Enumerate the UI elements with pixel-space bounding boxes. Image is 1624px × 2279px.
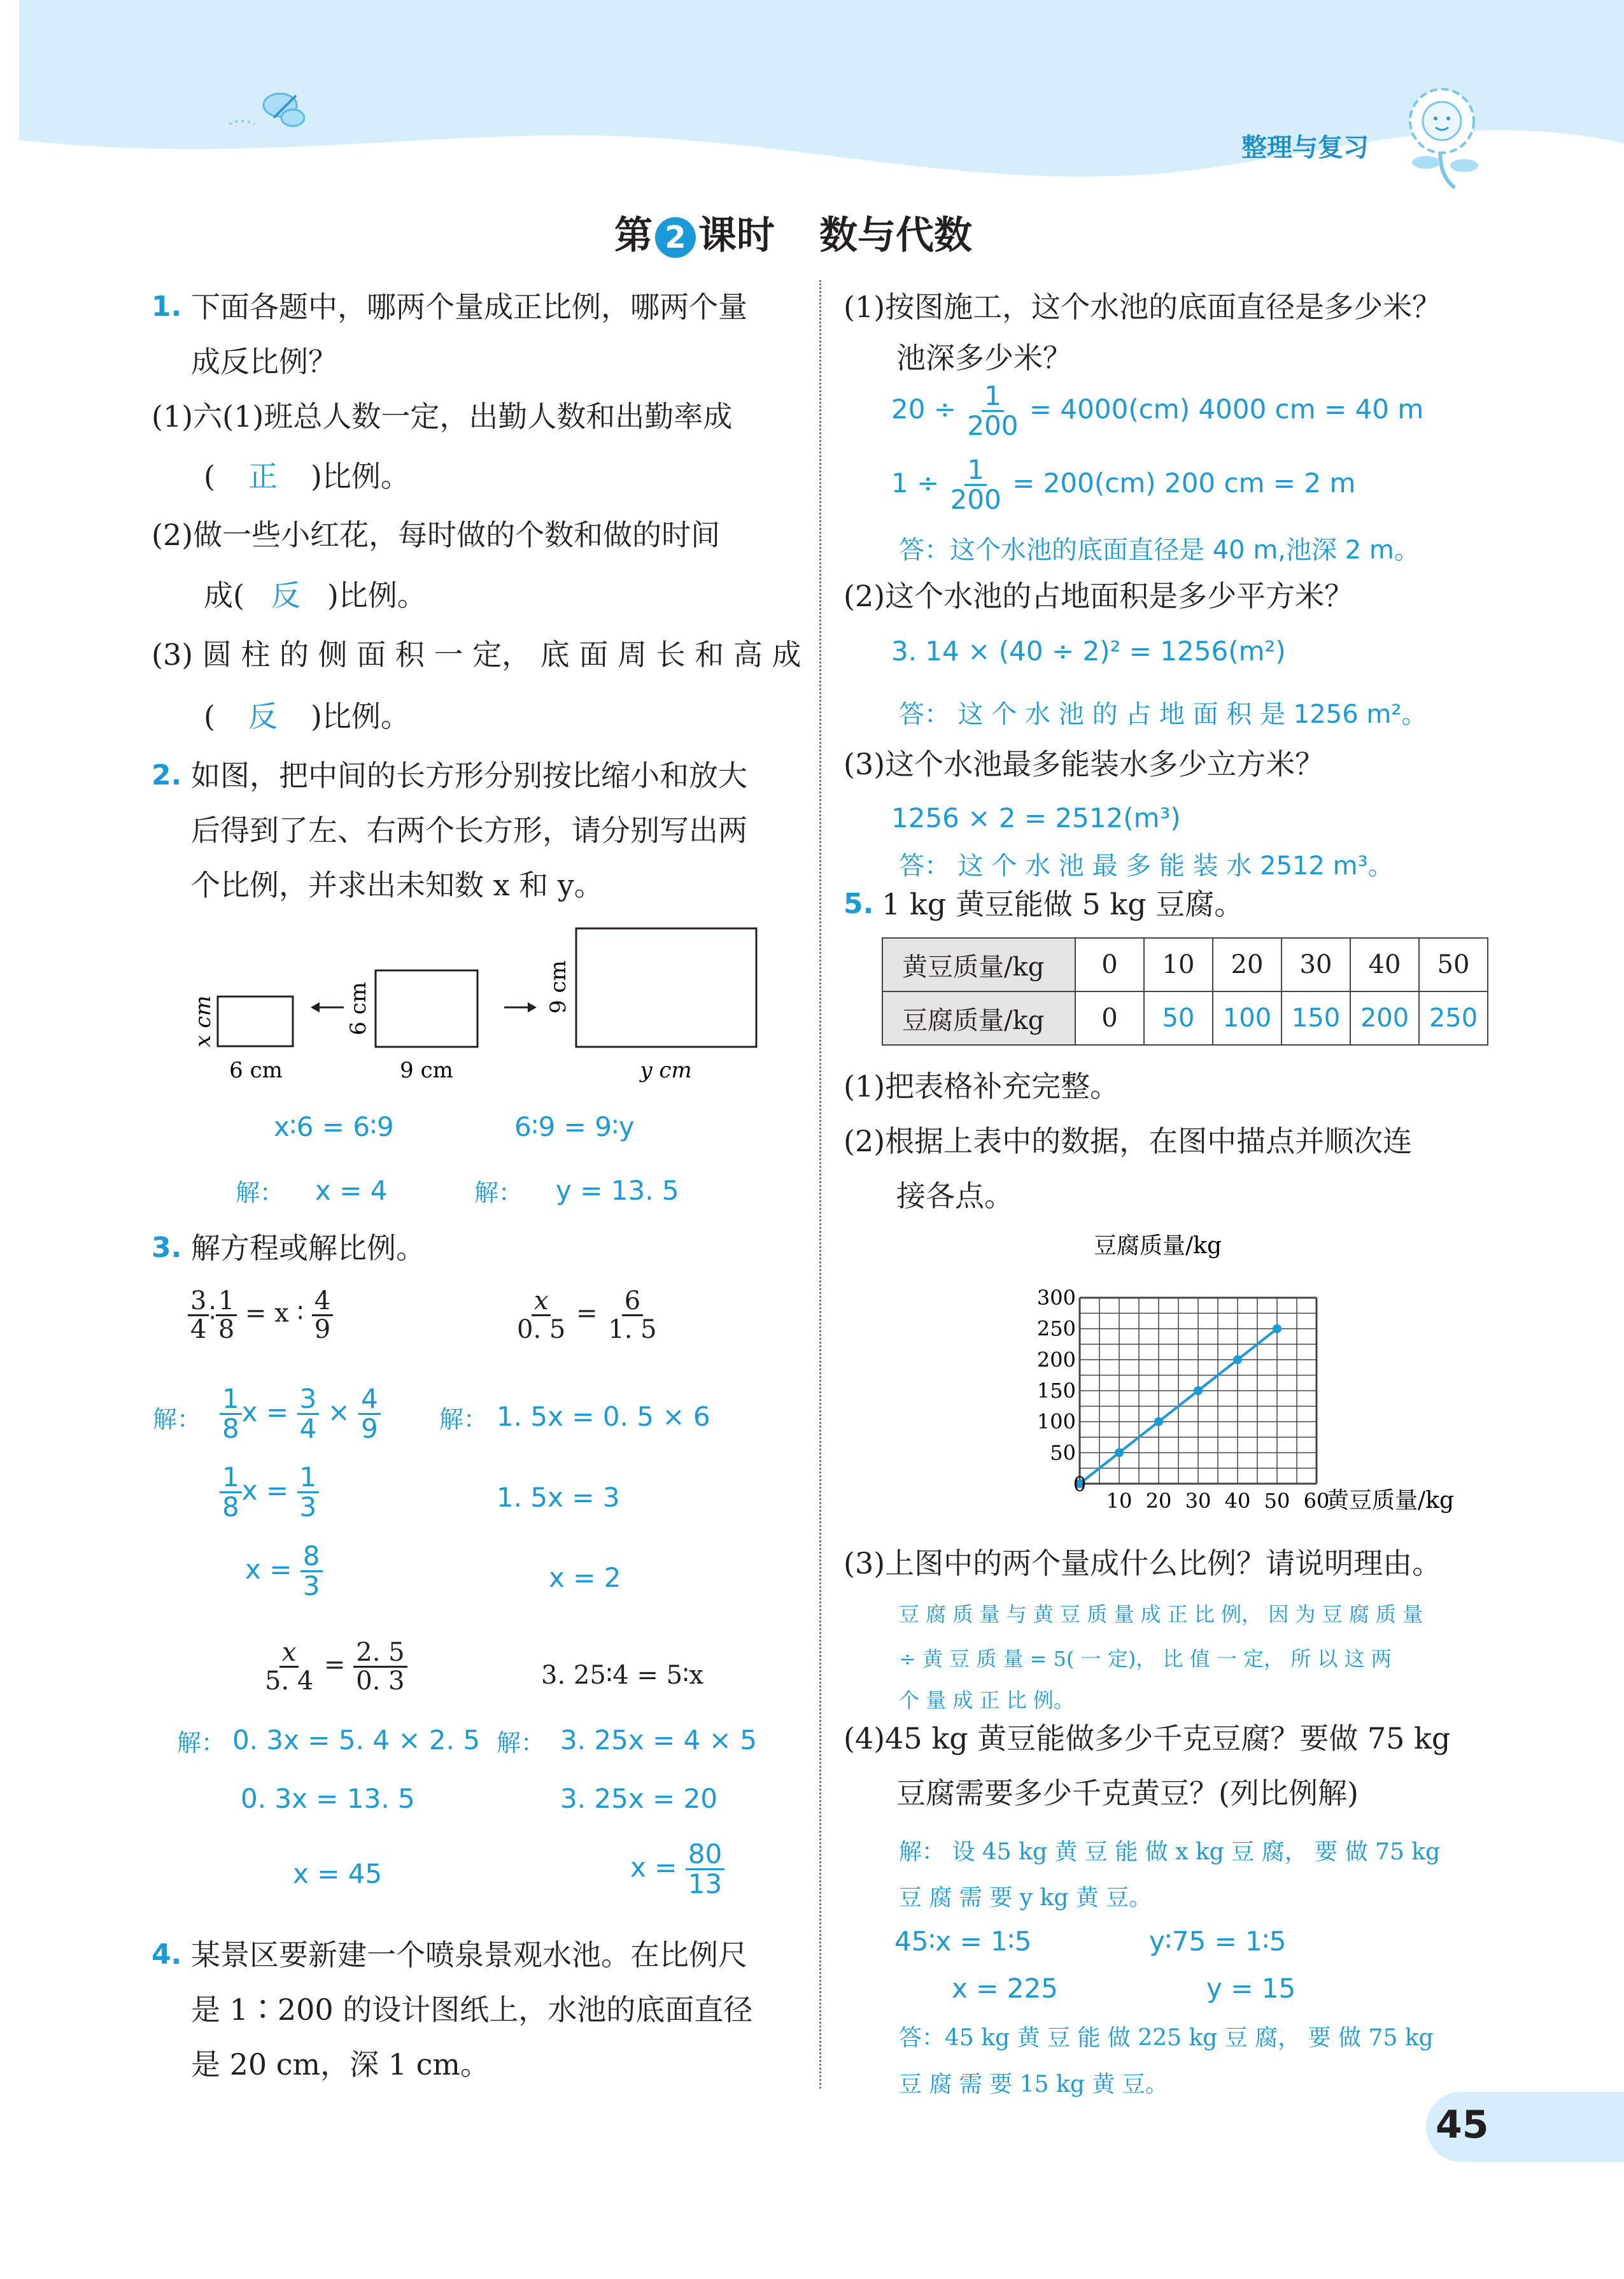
x-tick-label: 30 — [1185, 1489, 1211, 1513]
arrow-right-icon — [504, 1002, 537, 1012]
origin-label: 0 — [1073, 1472, 1087, 1496]
answer-proportion: 6∶9 = 9∶y — [514, 1111, 635, 1142]
problem-3-number: 3. — [152, 1232, 182, 1264]
problem-4-stem: 某景区要新建一个喷泉景观水池。在比例尺 — [191, 1938, 747, 1972]
solution-label: 解： — [474, 1179, 523, 1207]
arrow-left-icon — [311, 1002, 344, 1012]
section-label: 整理与复习 — [1241, 133, 1369, 162]
problem-5-question-3: (3)上图中的两个量成什么比例？请说明理由。 — [844, 1546, 1442, 1580]
solution-2-step2: 1. 5x = 3 — [497, 1482, 620, 1513]
solution-label: 解： — [153, 1405, 202, 1433]
answer-proportion: x∶6 = 6∶9 — [274, 1111, 394, 1142]
tofu-chart — [1019, 1223, 1502, 1528]
problem-5-question-2: 接各点。 — [896, 1179, 1013, 1213]
problem-4-number: 4. — [152, 1938, 182, 1971]
table-cell: 0 — [1075, 938, 1144, 991]
equation-2: $\frac{x}{0. 5}$ = $\frac{6}{1. 5}$ — [517, 1286, 657, 1344]
problem-4-stem: 是 1∶200 的设计图纸上，水池的底面直径 — [191, 1992, 753, 2027]
problem-1-item: 成( 反 )比例。 — [204, 576, 427, 614]
page-number: 45 — [1436, 2103, 1489, 2147]
y-tick-label: 50 — [1050, 1440, 1076, 1465]
middle-rectangle — [376, 970, 477, 1047]
solution-label: 解： — [439, 1405, 488, 1433]
solution-3-result: x = 45 — [293, 1858, 383, 1889]
table-cell: 0 — [1075, 991, 1144, 1045]
table-header: 黄豆质量/kg — [882, 938, 1075, 991]
problem-5-answer-3: ÷ 黄 豆 质 量 = 5( 一 定)， 比 值 一 定， 所 以 这 两 — [899, 1647, 1392, 1671]
x-axis-label: 黄豆质量/kg — [1326, 1487, 1454, 1514]
label-6cm-width: 6 cm — [229, 1058, 283, 1083]
header-banner — [0, 0, 1624, 191]
problem-2-stem: 个比例，并求出未知数 x 和 y。 — [191, 868, 604, 902]
problem-2-stem: 如图，把中间的长方形分别按比缩小和放大 — [191, 758, 747, 793]
problem-5-stem: 1 kg 黄豆能做 5 kg 豆腐。 — [882, 887, 1244, 921]
problem-5-question-4: 豆腐需要多少千克黄豆？(列比例解) — [896, 1776, 1359, 1810]
page-title: 第 2 课时 数与代数 — [614, 213, 972, 258]
data-point — [1273, 1324, 1282, 1333]
x-tick-label: 40 — [1224, 1489, 1251, 1513]
problem-2-stem: 后得到了左、右两个长方形，请分别写出两 — [191, 813, 747, 848]
x-tick-label: 60 — [1303, 1489, 1330, 1513]
solution-label: 解： — [177, 1729, 226, 1757]
table-answer-cell: 50 — [1144, 991, 1213, 1045]
problem-1-stem: 下面各题中，哪两个量成正比例，哪两个量 — [191, 290, 747, 324]
problem-5-answer-3: 个 量 成 正 比 例。 — [899, 1688, 1074, 1712]
solution-label: 解： — [236, 1179, 285, 1207]
solution-3-step1: 0. 3x = 5. 4 × 2. 5 — [232, 1724, 481, 1756]
rectangles-figure — [185, 917, 789, 1102]
solution-4-step2: 3. 25x = 20 — [560, 1783, 718, 1814]
table-answer-cell: 250 — [1419, 991, 1488, 1045]
problem-1-item: ( 反 )比例。 — [204, 697, 410, 735]
equation-1: $\frac{3}{4}$ ∶ $\frac{1}{8}$ = x ∶ $\frac{4}{9}$ — [188, 1288, 333, 1343]
problem-5-answer-4: y = 15 — [1206, 1973, 1296, 2004]
solution-2-step1: 1. 5x = 0. 5 × 6 — [497, 1401, 710, 1432]
table-answer-cell: 100 — [1213, 991, 1282, 1045]
table-cell: 30 — [1282, 938, 1350, 991]
answer-blank: 反 — [248, 699, 278, 734]
problem-5-question-4: (4)45 kg 黄豆能做多少千克豆腐？要做 75 kg — [844, 1721, 1451, 1756]
sunflower-icon — [1410, 89, 1478, 188]
problem-4-answer-2b: 答： 这 个 水 池 的 占 地 面 积 是 1256 m²。 — [899, 700, 1427, 729]
data-point — [1194, 1386, 1203, 1395]
problem-5-answer-4: 解： 设 45 kg 黄 豆 能 做 x kg 豆 腐， 要 做 75 kg — [899, 1839, 1441, 1865]
problem-5-number: 5. — [844, 888, 874, 920]
column-divider — [819, 280, 821, 2089]
problem-5-answer-4: y∶75 = 1∶5 — [1149, 1926, 1287, 1957]
problem-5-answer-4: 豆 腐 需 要 y kg 黄 豆。 — [899, 1885, 1152, 1911]
answer-x: x = 4 — [315, 1175, 388, 1206]
problem-4-question-1: 池深多少米？ — [896, 341, 1072, 375]
solution-4-result: x = $\frac{80}{13}$ — [630, 1840, 724, 1898]
problem-4-answer-1c: 答：这个水池的底面直径是 40 m,池深 2 m。 — [899, 536, 1420, 565]
data-point — [1233, 1355, 1242, 1364]
data-point — [1154, 1417, 1163, 1426]
large-rectangle — [576, 928, 756, 1047]
solution-4-step1: 3. 25x = 4 × 5 — [560, 1724, 757, 1756]
lesson-number-badge: 2 — [655, 217, 696, 258]
problem-4-stem: 是 20 cm，深 1 cm。 — [191, 2047, 490, 2082]
problem-5-question-2: (2)根据上表中的数据，在图中描点并顺次连 — [844, 1124, 1413, 1158]
problem-4-answer-3a: 1256 × 2 = 2512(m³) — [891, 802, 1181, 834]
solution-label: 解： — [497, 1729, 546, 1757]
problem-4-question-1: (1)按图施工，这个水池的底面直径是多少米？ — [844, 290, 1442, 324]
problem-5-answer-4: 45∶x = 1∶5 — [894, 1926, 1032, 1957]
table-cell: 50 — [1419, 938, 1488, 991]
solution-1-result: x = $\frac{8}{3}$ — [245, 1542, 323, 1600]
problem-5-question-1: (1)把表格补充完整。 — [844, 1069, 1120, 1104]
label-y-width: y cm — [640, 1058, 692, 1083]
problem-1-stem: 成反比例？ — [191, 344, 337, 379]
y-tick-label: 100 — [1036, 1409, 1076, 1434]
small-rectangle — [218, 997, 293, 1046]
problem-5-answer-4: 答：45 kg 黄 豆 能 做 225 kg 豆 腐， 要 做 75 kg — [899, 2025, 1434, 2051]
y-tick-label: 150 — [1036, 1379, 1076, 1403]
problem-1-item: (3) 圆 柱 的 侧 面 积 一 定， 底 面 周 长 和 高 成 — [152, 637, 801, 672]
problem-4-answer-2a: 3. 14 × (40 ÷ 2)² = 1256(m²) — [891, 635, 1286, 667]
problem-4-answer-1b: 1 ÷ $\frac{1}{200}$ = 200(cm) 200 cm = 2 m — [891, 454, 1356, 516]
problem-1-item: (1)六(1)班总人数一定，出勤人数和出勤率成 — [152, 399, 733, 434]
label-x-height: x cm — [190, 995, 216, 1047]
x-tick-label: 20 — [1145, 1489, 1172, 1513]
y-tick-label: 250 — [1036, 1316, 1076, 1341]
problem-4-answer-1a: 20 ÷ $\frac{1}{200}$ = 4000(cm) 4000 cm = 40 m — [891, 380, 1424, 442]
y-tick-label: 300 — [1036, 1286, 1076, 1310]
table-header: 豆腐质量/kg — [882, 991, 1075, 1045]
answer-blank: 反 — [271, 578, 300, 613]
problem-1-item: (2)做一些小红花，每时做的个数和做的时间 — [152, 518, 721, 552]
label-9cm-height: 9 cm — [546, 960, 571, 1014]
solution-1-step2: $\frac{1}{8}$ x = $\frac{1}{3}$ — [220, 1463, 319, 1521]
data-table — [882, 937, 1488, 1046]
problem-1-number: 1. — [152, 290, 182, 323]
problem-1-item: ( 正 )比例。 — [204, 457, 410, 495]
problem-4-question-3: (3)这个水池最多能装水多少立方米？ — [844, 747, 1325, 781]
solution-3-step2: 0. 3x = 13. 5 — [241, 1783, 415, 1814]
table-row — [882, 938, 1488, 991]
table-answer-cell: 150 — [1282, 991, 1350, 1045]
equation-3: $\frac{x}{5. 4}$ = $\frac{2. 5}{0. 3}$ — [262, 1639, 407, 1694]
problem-4-answer-3b: 答： 这 个 水 池 最 多 能 装 水 2512 m³。 — [899, 851, 1394, 881]
table-cell: 40 — [1350, 938, 1419, 991]
problem-2-number: 2. — [152, 759, 182, 792]
answer-blank: 正 — [248, 459, 278, 493]
table-cell: 10 — [1144, 938, 1213, 991]
label-6cm-height: 6 cm — [346, 982, 371, 1035]
data-point — [1115, 1448, 1124, 1457]
solution-2-result: x = 2 — [549, 1562, 621, 1593]
problem-5-answer-3: 豆 腐 质 量 与 黄 豆 质 量 成 正 比 例， 因 为 豆 腐 质 量 — [899, 1602, 1423, 1626]
table-cell: 20 — [1213, 938, 1282, 991]
problem-3-stem: 解方程或解比例。 — [191, 1231, 425, 1265]
y-tick-label: 200 — [1036, 1347, 1076, 1372]
answer-y: y = 13. 5 — [556, 1175, 679, 1206]
label-9cm-width: 9 cm — [400, 1058, 453, 1083]
table-answer-cell: 200 — [1350, 991, 1419, 1045]
solution-1-step1: $\frac{1}{8}$ x = $\frac{3}{4}$ × $\frac{4}{9}$ — [220, 1385, 381, 1443]
x-tick-label: 10 — [1106, 1489, 1133, 1513]
table-row — [882, 991, 1488, 1045]
x-tick-label: 50 — [1264, 1489, 1290, 1513]
problem-5-answer-4: x = 225 — [952, 1973, 1058, 2004]
problem-4-question-2: (2)这个水池的占地面积是多少平方米？ — [844, 579, 1354, 613]
problem-5-answer-4: 豆 腐 需 要 15 kg 黄 豆。 — [899, 2071, 1168, 2098]
y-axis-label: 豆腐质量/kg — [1094, 1233, 1222, 1259]
equation-4: 3. 25∶4 = 5∶x — [541, 1661, 703, 1690]
